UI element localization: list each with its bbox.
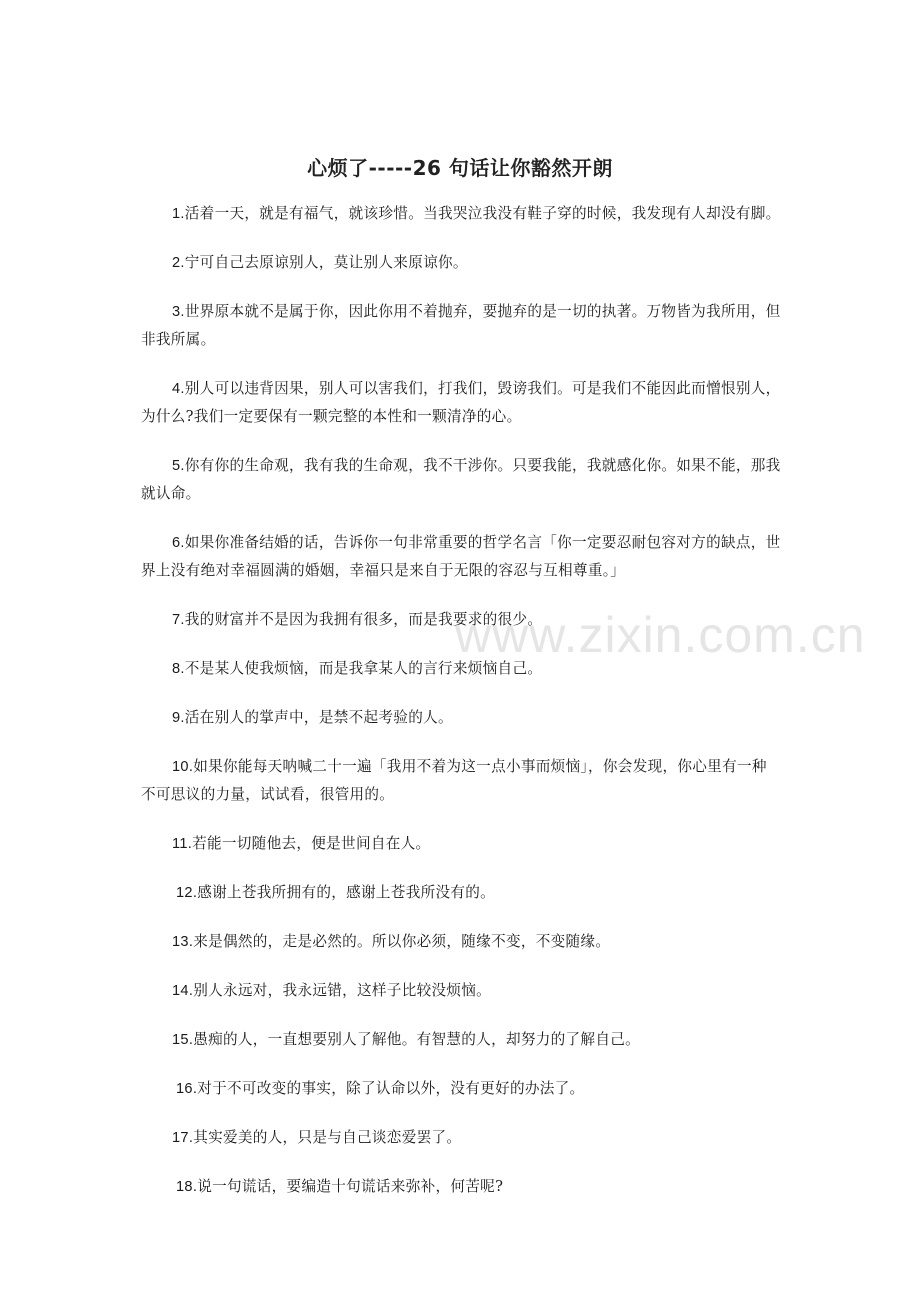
paragraph-11 [141, 830, 781, 858]
document-title: 心烦了-----26 句话让你豁然开朗 [307, 156, 613, 180]
paragraph-number: 12. [176, 885, 198, 901]
paragraph-17 [141, 1124, 781, 1152]
paragraph-number: 13. [172, 934, 194, 950]
paragraph-12 [141, 879, 781, 907]
paragraph-10 [141, 753, 781, 809]
paragraph-number: 8. [172, 661, 185, 677]
paragraph-text: 若能一切随他去，便是世间自在人。 [192, 835, 431, 852]
paragraph-number: 14. [172, 983, 194, 999]
paragraph-text: 感谢上苍我所拥有的，感谢上苍我所没有的。 [197, 884, 496, 901]
paragraph-number: 18. [176, 1179, 198, 1195]
paragraph-text: 如果你准备结婚的话，告诉你一句非常重要的哲学名言「你一定要忍耐包容对方的缺点，世界上没有绝对幸福圆满的婚姻，幸福只是来自于无限的容忍与互相尊重。」 [141, 534, 781, 579]
paragraph-text: 活在别人的掌声中，是禁不起考验的人。 [184, 709, 453, 726]
paragraph-7 [141, 606, 781, 634]
paragraph-text: 我的财富并不是因为我拥有很多，而是我要求的很少。 [184, 611, 543, 628]
paragraph-number: 9. [172, 710, 185, 726]
paragraph-13 [141, 928, 781, 956]
paragraph-14 [141, 977, 781, 1005]
paragraph-number: 6. [172, 535, 185, 551]
paragraph-text: 愚痴的人，一直想要别人了解他。有智慧的人，却努力的了解自己。 [193, 1031, 641, 1048]
paragraph-text: 你有你的生命观，我有我的生命观，我不干涉你。只要我能，我就感化你。如果不能，那我就认命。 [141, 457, 781, 502]
paragraph-6 [141, 529, 781, 585]
paragraph-text: 说一句谎话，要编造十句谎话来弥补，何苦呢? [197, 1178, 504, 1195]
paragraph-text: 来是偶然的，走是必然的。所以你必须，随缘不变，不变随缘。 [193, 933, 611, 950]
paragraph-text: 其实爱美的人，只是与自己谈恋爱罢了。 [193, 1129, 462, 1146]
paragraph-4 [141, 375, 781, 431]
paragraph-18 [141, 1173, 781, 1201]
paragraph-number: 1. [172, 206, 185, 222]
paragraph-text: 如果你能每天呐喊二十一遍「我用不着为这一点小事而烦恼」，你会发现，你心里有一种不可思议的力量，试试看，很管用的。 [141, 758, 767, 803]
paragraph-text: 世界原本就不是属于你，因此你用不着抛弃，要抛弃的是一切的执著。万物皆为我所用，但非我所属。 [141, 303, 781, 348]
paragraph-number: 11. [172, 836, 193, 852]
paragraph-text: 别人可以违背因果，别人可以害我们，打我们，毁谤我们。可是我们不能因此而憎恨别人，为什么?我们一定要保有一颗完整的本性和一颗清净的心。 [141, 380, 781, 425]
paragraph-number: 2. [172, 255, 185, 271]
document-body [141, 200, 781, 1222]
paragraph-number: 17. [172, 1130, 194, 1146]
paragraph-number: 4. [172, 381, 185, 397]
paragraph-number: 7. [172, 612, 185, 628]
paragraph-number: 15. [172, 1032, 194, 1048]
paragraph-2 [141, 249, 781, 277]
paragraph-number: 10. [172, 759, 194, 775]
paragraph-number: 3. [172, 304, 185, 320]
paragraph-16 [141, 1075, 781, 1103]
paragraph-8 [141, 655, 781, 683]
paragraph-text: 宁可自己去原谅别人，莫让别人来原谅你。 [184, 254, 468, 271]
paragraph-5 [141, 452, 781, 508]
paragraph-number: 16. [176, 1081, 198, 1097]
paragraph-text: 对于不可改变的事实，除了认命以外，没有更好的办法了。 [197, 1080, 585, 1097]
paragraph-3 [141, 298, 781, 354]
paragraph-number: 5. [172, 458, 185, 474]
paragraph-1 [141, 200, 781, 228]
paragraph-9 [141, 704, 781, 732]
paragraph-text: 活着一天，就是有福气，就该珍惜。当我哭泣我没有鞋子穿的时候，我发现有人却没有脚。 [184, 205, 781, 222]
paragraph-text: 不是某人使我烦恼，而是我拿某人的言行来烦恼自己。 [184, 660, 543, 677]
watermark: www.zixin.com.cn [455, 607, 866, 663]
paragraph-text: 别人永远对，我永远错，这样子比较没烦恼。 [193, 982, 492, 999]
paragraph-15 [141, 1026, 781, 1054]
